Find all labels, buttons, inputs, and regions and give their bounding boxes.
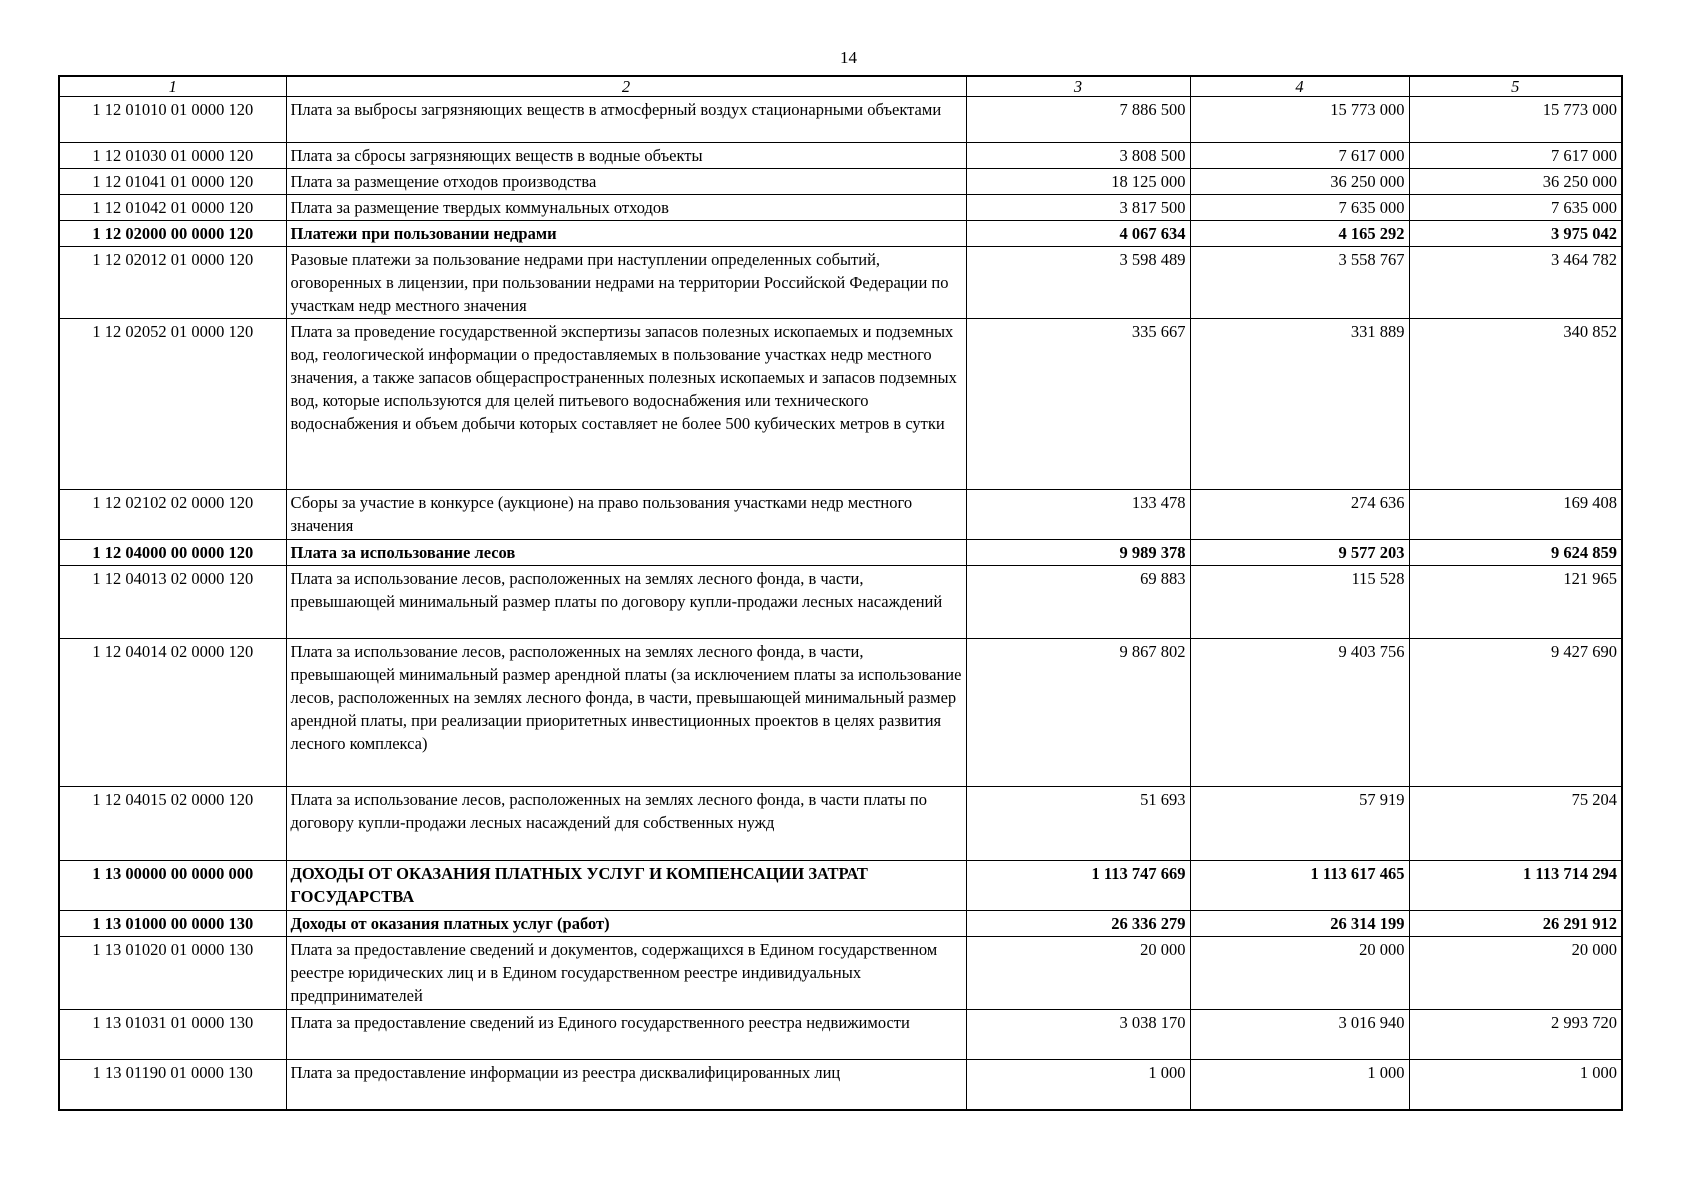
budget-code-cell: 1 12 02102 02 0000 120 <box>59 490 286 540</box>
budget-code-cell: 1 13 01031 01 0000 130 <box>59 1010 286 1060</box>
amount-cell-1: 335 667 <box>966 319 1190 490</box>
table-row <box>59 1010 1622 1060</box>
amount-cell-1: 26 336 279 <box>966 911 1190 937</box>
amount-cell-1: 4 067 634 <box>966 221 1190 247</box>
revenue-name-cell: Разовые платежи за пользование недрами при наступлении определенных событий, оговоренных в лицензии, при пользовании недрами на территории Российской Федерации по участкам недр местного значения <box>286 247 966 319</box>
amount-cell-1: 3 038 170 <box>966 1010 1190 1060</box>
amount-cell-2: 36 250 000 <box>1190 169 1409 195</box>
revenue-name-cell: Плата за использование лесов, расположенных на землях лесного фонда, в части платы по договору купли-продажи лесных насаждений для собственных нужд <box>286 787 966 861</box>
column-number-header-row <box>59 76 1622 97</box>
amount-cell-3: 3 975 042 <box>1409 221 1622 247</box>
amount-cell-3: 36 250 000 <box>1409 169 1622 195</box>
column-header-amount-2: 4 <box>1190 76 1409 97</box>
table-row <box>59 169 1622 195</box>
amount-cell-1: 9 867 802 <box>966 639 1190 787</box>
amount-cell-3: 2 993 720 <box>1409 1010 1622 1060</box>
amount-cell-2: 4 165 292 <box>1190 221 1409 247</box>
table-row <box>59 143 1622 169</box>
column-header-code: 1 <box>59 76 286 97</box>
column-header-amount-3: 5 <box>1409 76 1622 97</box>
amount-cell-1: 1 113 747 669 <box>966 861 1190 911</box>
amount-cell-2: 274 636 <box>1190 490 1409 540</box>
revenue-name-cell: Плата за предоставление информации из реестра дисквалифицированных лиц <box>286 1060 966 1110</box>
page-number: 14 <box>840 48 857 67</box>
revenue-name-cell: Плата за использование лесов <box>286 540 966 566</box>
budget-code-cell: 1 12 02012 01 0000 120 <box>59 247 286 319</box>
table-row <box>59 97 1622 143</box>
revenue-name-cell: Плата за предоставление сведений и документов, содержащихся в Едином государственном реестре юридических лиц и в Едином государственном реестре индивидуальных предпринимателей <box>286 937 966 1010</box>
revenue-name-cell: Плата за проведение государственной экспертизы запасов полезных ископаемых и подземных вод, геологической информации о предоставляемых в пользование участках недр местного значения, а также запасов общераспространенных полезных ископаемых и запасов подземных вод, которые используются для целей питьевого водоснабжения или технического водоснабжения и объем добычи которых составляет не более 500 кубических метров в сутки <box>286 319 966 490</box>
amount-cell-1: 3 598 489 <box>966 247 1190 319</box>
budget-code-cell: 1 13 01020 01 0000 130 <box>59 937 286 1010</box>
amount-cell-3: 121 965 <box>1409 566 1622 639</box>
revenue-name-cell: Плата за использование лесов, расположенных на землях лесного фонда, в части, превышающей минимальный размер арендной платы (за исключением платы за использование лесов, расположенных на землях лесного фонда, в части, превышающей минимальный размер арендной платы, при реализации приоритетных инвестиционных проектов в целях развития лесного комплекса) <box>286 639 966 787</box>
amount-cell-1: 69 883 <box>966 566 1190 639</box>
amount-cell-2: 1 000 <box>1190 1060 1409 1110</box>
table-row <box>59 195 1622 221</box>
amount-cell-2: 26 314 199 <box>1190 911 1409 937</box>
revenue-name-cell: Плата за предоставление сведений из Единого государственного реестра недвижимости <box>286 1010 966 1060</box>
amount-cell-2: 115 528 <box>1190 566 1409 639</box>
amount-cell-1: 3 817 500 <box>966 195 1190 221</box>
revenue-name-cell: Доходы от оказания платных услуг (работ) <box>286 911 966 937</box>
amount-cell-2: 3 016 940 <box>1190 1010 1409 1060</box>
table-row <box>59 540 1622 566</box>
column-header-name: 2 <box>286 76 966 97</box>
amount-cell-2: 57 919 <box>1190 787 1409 861</box>
table-row <box>59 566 1622 639</box>
amount-cell-3: 7 635 000 <box>1409 195 1622 221</box>
table-row <box>59 319 1622 490</box>
budget-code-cell: 1 12 04013 02 0000 120 <box>59 566 286 639</box>
budget-code-cell: 1 12 04014 02 0000 120 <box>59 639 286 787</box>
budget-code-cell: 1 12 04015 02 0000 120 <box>59 787 286 861</box>
budget-code-cell: 1 13 00000 00 0000 000 <box>59 861 286 911</box>
amount-cell-1: 3 808 500 <box>966 143 1190 169</box>
amount-cell-3: 1 113 714 294 <box>1409 861 1622 911</box>
table-row <box>59 861 1622 911</box>
revenue-name-cell: Плата за использование лесов, расположенных на землях лесного фонда, в части, превышающей минимальный размер платы по договору купли-продажи лесных насаждений <box>286 566 966 639</box>
table-body <box>59 97 1622 1110</box>
amount-cell-1: 51 693 <box>966 787 1190 861</box>
revenue-name-cell: Плата за размещение твердых коммунальных отходов <box>286 195 966 221</box>
amount-cell-2: 20 000 <box>1190 937 1409 1010</box>
column-header-amount-1: 3 <box>966 76 1190 97</box>
amount-cell-2: 3 558 767 <box>1190 247 1409 319</box>
amount-cell-3: 9 427 690 <box>1409 639 1622 787</box>
budget-code-cell: 1 12 01042 01 0000 120 <box>59 195 286 221</box>
budget-code-cell: 1 12 01041 01 0000 120 <box>59 169 286 195</box>
amount-cell-1: 7 886 500 <box>966 97 1190 143</box>
amount-cell-1: 9 989 378 <box>966 540 1190 566</box>
revenue-name-cell: Плата за сбросы загрязняющих веществ в водные объекты <box>286 143 966 169</box>
amount-cell-3: 9 624 859 <box>1409 540 1622 566</box>
amount-cell-1: 133 478 <box>966 490 1190 540</box>
table-row <box>59 787 1622 861</box>
amount-cell-1: 20 000 <box>966 937 1190 1010</box>
table-row <box>59 490 1622 540</box>
amount-cell-3: 7 617 000 <box>1409 143 1622 169</box>
table-row <box>59 247 1622 319</box>
revenue-name-cell: Плата за размещение отходов производства <box>286 169 966 195</box>
amount-cell-1: 1 000 <box>966 1060 1190 1110</box>
amount-cell-3: 340 852 <box>1409 319 1622 490</box>
budget-code-cell: 1 13 01190 01 0000 130 <box>59 1060 286 1110</box>
amount-cell-3: 1 000 <box>1409 1060 1622 1110</box>
amount-cell-2: 1 113 617 465 <box>1190 861 1409 911</box>
amount-cell-2: 9 577 203 <box>1190 540 1409 566</box>
amount-cell-2: 7 617 000 <box>1190 143 1409 169</box>
revenue-table <box>58 75 1623 1111</box>
amount-cell-3: 75 204 <box>1409 787 1622 861</box>
amount-cell-2: 7 635 000 <box>1190 195 1409 221</box>
revenue-name-cell: Сборы за участие в конкурсе (аукционе) на право пользования участками недр местного значения <box>286 490 966 540</box>
table-row <box>59 911 1622 937</box>
table-row <box>59 221 1622 247</box>
amount-cell-3: 20 000 <box>1409 937 1622 1010</box>
budget-code-cell: 1 12 01010 01 0000 120 <box>59 97 286 143</box>
revenue-name-cell: Плата за выбросы загрязняющих веществ в атмосферный воздух стационарными объектами <box>286 97 966 143</box>
budget-code-cell: 1 12 04000 00 0000 120 <box>59 540 286 566</box>
amount-cell-3: 15 773 000 <box>1409 97 1622 143</box>
amount-cell-1: 18 125 000 <box>966 169 1190 195</box>
budget-code-cell: 1 12 02052 01 0000 120 <box>59 319 286 490</box>
table-row <box>59 1060 1622 1110</box>
amount-cell-3: 169 408 <box>1409 490 1622 540</box>
budget-code-cell: 1 13 01000 00 0000 130 <box>59 911 286 937</box>
table-row <box>59 937 1622 1010</box>
budget-code-cell: 1 12 01030 01 0000 120 <box>59 143 286 169</box>
budget-code-cell: 1 12 02000 00 0000 120 <box>59 221 286 247</box>
table-row <box>59 639 1622 787</box>
amount-cell-2: 9 403 756 <box>1190 639 1409 787</box>
amount-cell-2: 15 773 000 <box>1190 97 1409 143</box>
revenue-name-cell: ДОХОДЫ ОТ ОКАЗАНИЯ ПЛАТНЫХ УСЛУГ И КОМПЕНСАЦИИ ЗАТРАТ ГОСУДАРСТВА <box>286 861 966 911</box>
amount-cell-3: 3 464 782 <box>1409 247 1622 319</box>
amount-cell-3: 26 291 912 <box>1409 911 1622 937</box>
revenue-name-cell: Платежи при пользовании недрами <box>286 221 966 247</box>
amount-cell-2: 331 889 <box>1190 319 1409 490</box>
